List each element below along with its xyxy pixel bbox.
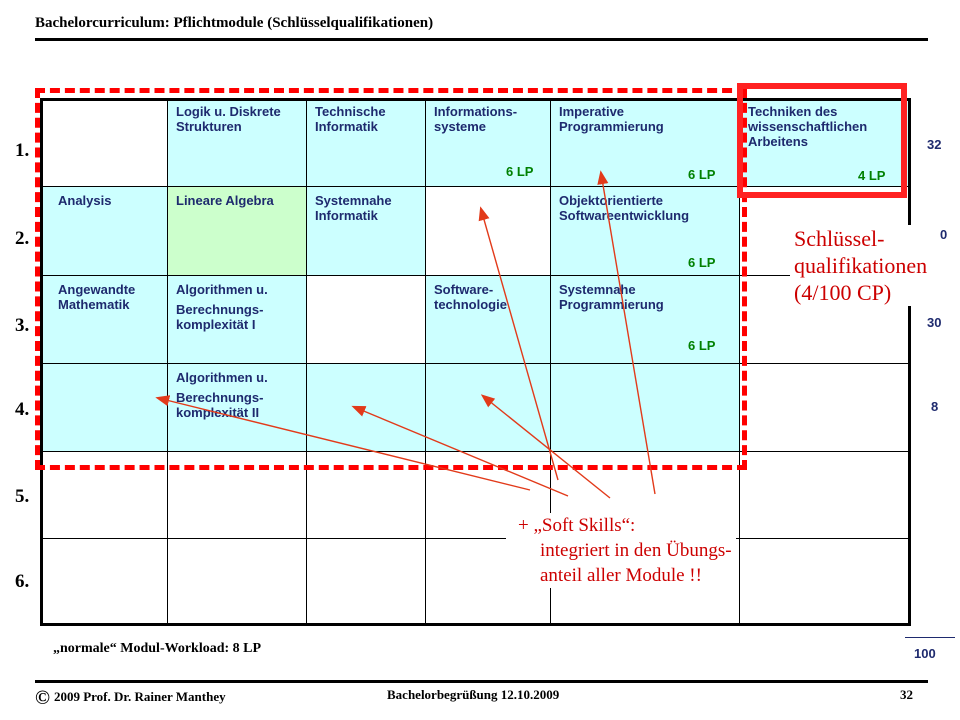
lp-techniken: 4 LP [858, 168, 886, 183]
row-label-1: 1. [15, 140, 30, 161]
schluessel-line-2: qualifikationen [794, 253, 928, 278]
arrow-to-r4c3 [354, 407, 568, 496]
module-softwaretechnologie: Software-technologie [434, 282, 507, 312]
arrow-to-r2c4 [481, 209, 558, 480]
footer-rule [35, 680, 928, 683]
schluesselqualifikationen-label [790, 225, 931, 306]
module-algorithmen-2-title: Algorithmen u. [176, 370, 268, 385]
row-label-3: 3. [15, 315, 30, 336]
module-systemnahe-programmierung: Systemnahe Programmierung [559, 282, 664, 312]
soft-line-2: integriert in den Übungs- [540, 540, 732, 561]
semester-total-2: 0 [940, 227, 948, 242]
module-technische-informatik: Technische Informatik [315, 104, 386, 134]
semester-total-3: 30 [927, 315, 942, 330]
module-algorithmen-1-sub: Berechnungs-komplexität I [176, 302, 264, 332]
module-algorithmen-2-sub: Berechnungs-komplexität II [176, 390, 264, 420]
module-lineare-algebra: Lineare Algebra [176, 193, 274, 208]
lp-imperative-programmierung: 6 LP [688, 167, 716, 182]
soft-line-3: anteil aller Module !! [540, 565, 702, 586]
copyright-symbol: © [35, 687, 50, 709]
semester-total-4: 8 [931, 399, 939, 414]
module-imperative-programmierung: Imperative Programmierung [559, 104, 664, 134]
row-label-4: 4. [15, 399, 30, 420]
schluessel-line-1: Schlüssel- [794, 226, 885, 251]
soft-skills-label [506, 513, 736, 588]
footer-event: Bachelorbegrüßung 12.10.2009 [387, 687, 560, 702]
lp-informationssysteme: 6 LP [506, 164, 534, 179]
slide-title: Bachelorcurriculum: Pflichtmodule (Schlüsselqualifikationen) [35, 15, 434, 31]
module-informationssysteme: Informations-systeme [434, 104, 518, 134]
row-label-6: 6. [15, 571, 30, 592]
schluessel-line-3: (4/100 CP) [794, 280, 892, 305]
module-oo-softwareentwicklung: Objektorientierte Softwareentwicklung [559, 193, 690, 223]
total-credits: 100 [914, 646, 936, 661]
module-systemnahe-informatik: Systemnahe Informatik [315, 193, 392, 223]
lp-systemnahe-programmierung: 6 LP [688, 338, 716, 353]
module-algorithmen-1-title: Algorithmen u. [176, 282, 268, 297]
semester-total-1: 32 [927, 137, 942, 152]
footer-author-text: 2009 Prof. Dr. Rainer Manthey [53, 689, 226, 704]
normal-workload-note: „normale“ Modul-Workload: 8 LP [53, 641, 262, 656]
footer-author [35, 687, 226, 710]
module-techniken-wiss-arbeitens: Techniken des wissenschaftlichen Arbeitens [748, 104, 868, 149]
row-label-2: 2. [15, 228, 30, 249]
soft-line-1: + „Soft Skills“: [518, 515, 636, 536]
arrow-to-r1c5 [601, 173, 655, 494]
lp-oo-softwareentwicklung: 6 LP [688, 255, 716, 270]
arrow-to-r4c1 [158, 398, 530, 490]
module-angewandte-mathematik: Angewandte Mathematik [58, 282, 136, 312]
module-logik: Logik u. Diskrete Strukturen [176, 104, 281, 134]
module-analysis: Analysis [58, 193, 112, 208]
page-number: 32 [900, 687, 913, 702]
row-label-5: 5. [15, 486, 30, 507]
